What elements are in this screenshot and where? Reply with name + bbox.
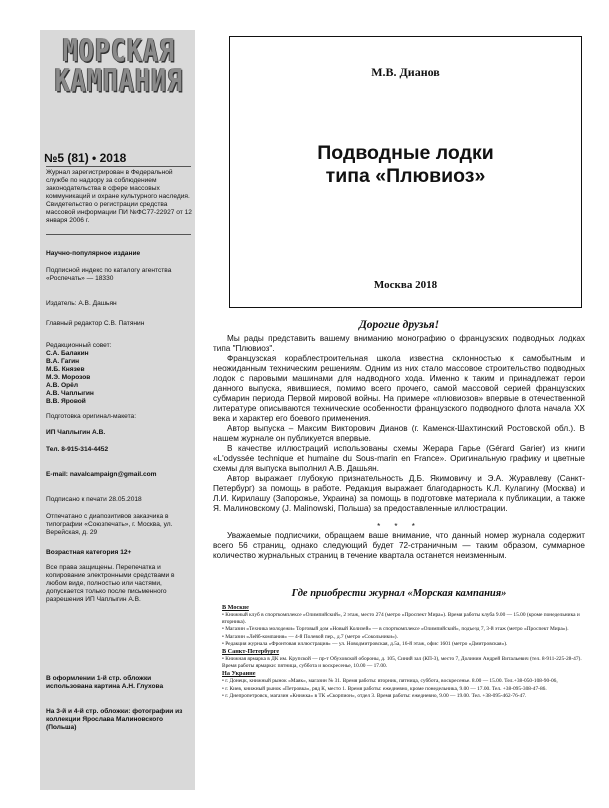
- printing-house: Отпечатано с диапозитивов заказчика в типографии «Союзпечать», г. Москва, ул. Верейская, д. 29: [46, 513, 173, 536]
- paragraph: В качестве иллюстраций использованы схемы Жерара Гарье (Gérard Garier) из книги «L'odyssée technique et humaine du Sous-marin en France». Оригинальную графику и цветные схемы для выпуска выполнил А.В. Дашьян.: [213, 444, 585, 473]
- shop-item: • Магазин «Техника молодежи» Торговый дом «Новый Колизей» — в спорткомплексе «Олимпийский», подъезд 7, 3-й этаж (метро «Проспект Мира»).: [222, 626, 569, 633]
- city-heading: В Санкт-Петербурге: [222, 648, 280, 656]
- title-line: Подводные лодки: [317, 142, 494, 164]
- shop-item: • Книжная ярмарка в ДК им. Крупской — пр-т Обуховской обороны, д. 105, Синий зал (КП-3), место 7, Долинин Андрей Витальевич (тел. 8-911-225-28-47). Время работы ярмарки: пятница, суббота и воскресенье, 10.00 — 17.00.: [222, 656, 582, 670]
- shop-item: • Редакция журнала «Фронтовая иллюстрация» — ул. Новодмитровская, д.5а, 16-й этаж, офис 1601 (метро «Дмитровская»).: [222, 640, 508, 647]
- logo-line: МОРСКАЯ: [62, 32, 176, 69]
- title-box: [229, 36, 582, 308]
- signed-date: Подписано к печати 28.05.2018: [46, 496, 142, 503]
- shop-item: • Магазин «Лейб-компания» — 4-й Полевой пер., д.7 (метро «Сокольники»).: [222, 633, 398, 640]
- shop-item: • г. Донецк, книжный рынок «Маяк», магазин № 31. Время работы: вторник, пятница, суббота, воскресенье. 8.00 — 15.00. Тел.+38-050-108-90-06,: [222, 678, 558, 685]
- shop-item: • г. Киев, книжный рынок «Петровка», ряд К, место 1. Время работы: ежедневно, кроме понедельника, 9.00 — 17.00. Тел. +38-095-308-47-86.: [222, 685, 547, 692]
- subscriber-notice: [213, 531, 585, 561]
- paragraph: Французская кораблестроительная школа известна склонностью к самобытным и неожиданным техническим решениям. Одним из них стало массовое строительство подводных лодок с паровыми машинами для надводного хода. Именно к таким и принадлежат герои данного выпуска, явившиеся, помимо всего прочего, самой массовой серией французских субмарин периода Первой мировой войны. На примере «плювиозов» впервые в отечественной литературе описываются технические особенности французского подводного флота начала XX века и характер его боевого применения.: [213, 354, 585, 423]
- magazine-logo: [44, 32, 194, 99]
- place-year: Москва 2018: [373, 279, 438, 291]
- cover-credit-1: В оформлении 1-й стр. обложки использована картина А.Н. Глухова: [46, 675, 164, 690]
- layout-label: Подготовка оригинал-макета:: [46, 413, 137, 420]
- age-category: Возрастная категория 12+: [46, 549, 132, 556]
- greeting-heading: Дорогие друзья!: [358, 319, 440, 331]
- subscription-index: Подписной индекс по каталогу агентства «Роспечать» — 18330: [46, 267, 172, 282]
- shop-item: • Книжный клуб в спорткомплексе «Олимпийский», 2 этаж, место 274 (метро «Проспект Мира»). Время работы клуба 9.00 — 15.00 (кроме понедельника и вторника).: [222, 612, 580, 626]
- council-label: Редакционный совет:: [46, 342, 112, 349]
- publisher: Издатель: А.В. Дашьян: [46, 300, 117, 307]
- chief-editor: Главный редактор С.В. Патянин: [46, 320, 145, 327]
- paragraph: Уважаемые подписчики, обращаем ваше внимание, что данный номер журнала содержит всего 56 страниц, однако следующий будет 72-страничным — таким образом, суммарное количество журнальных страниц в течение квартала останется неизменным.: [213, 531, 585, 560]
- registration-text: Журнал зарегистрирован в Федеральной службе по надзору за соблюдением законодательства в сфере массовых коммуникаций и охране культурного наследия. Свидетельство о регистрации средства массовой информации ПИ №ФС77-22927 от 12 января 2006 г.: [46, 169, 192, 224]
- book-title: [230, 142, 581, 188]
- rights-notice: Все права защищены. Перепечатка и копирование электронными средствами в любом виде, полностью или частями, допускается только после письменного разрешения ИП Чаплыгин А.В.: [46, 564, 175, 603]
- author-name: М.В. Дианов: [371, 65, 440, 79]
- council-member: А.В. Чаплыгин: [46, 390, 94, 397]
- shop-item: • г. Днепропетровск, магазин «Книжка» в ТК «Скорпион», отдел 3. Время работы: ежедневно, 9.00 — 19.00. Тел. +38-095-462-76-47.: [222, 692, 527, 699]
- shops-list: [222, 604, 586, 700]
- logo-line: КАМПАНИЯ: [54, 62, 184, 99]
- paragraph: Автор выражает глубокую признательность Д.Б. Якимовичу и Э.А. Журавлеву (Санкт-Петербург) за помощь в работе. Редакция выражает благодарность К.Л. Кулагину (Москва) и Л.И. Кирилашу (Запорожье, Украина) за помощь в подготовке материала к публикации, а также Я. Малиновскому (J. Malinowski, Польша) за предоставленные иллюстрации.: [213, 474, 585, 513]
- phone: Тел. 8-915-314-4452: [46, 446, 109, 453]
- email: E-mail: navalcampaign@gmail.com: [46, 471, 157, 478]
- city-heading: На Украине: [222, 670, 256, 678]
- council-member: М.Б. Князев: [46, 366, 85, 373]
- city-heading: В Москве: [222, 604, 249, 611]
- paragraph: Автор выпуска – Максим Викторович Дианов (г. Каменск-Шахтинский Ростовской обл.). В нашем журнале он публикуется впервые.: [213, 424, 585, 443]
- divider: [46, 234, 191, 235]
- editorial-text: [213, 334, 585, 514]
- council-member: А.В. Орёл: [46, 382, 79, 389]
- council-member: М.Э. Морозов: [46, 374, 91, 381]
- divider: [46, 166, 191, 167]
- layout-by: ИП Чаплыгин А.В.: [46, 429, 106, 436]
- council-list: [46, 350, 192, 406]
- issue-number: №5 (81) • 2018: [44, 151, 127, 165]
- edition-type: Научно-популярное издание: [46, 250, 141, 257]
- cover-credit-34: На 3-й и 4-й стр. обложки: фотографии из коллекции Ярослава Малиновского (Польша): [46, 708, 183, 731]
- paragraph: Мы рады представить вашему вниманию монографию о французских подводных лодках типа "Плювиоз".: [213, 334, 585, 353]
- title-line: типа «Плювиоз»: [325, 165, 486, 187]
- where-to-buy-heading: Где приобрести журнал «Морская кампания»: [291, 588, 507, 599]
- council-member: В.В. Яровой: [46, 398, 86, 405]
- council-member: В.А. Гагин: [46, 358, 80, 365]
- separator-stars: * * *: [377, 522, 421, 531]
- council-member: С.А. Балакин: [46, 350, 89, 357]
